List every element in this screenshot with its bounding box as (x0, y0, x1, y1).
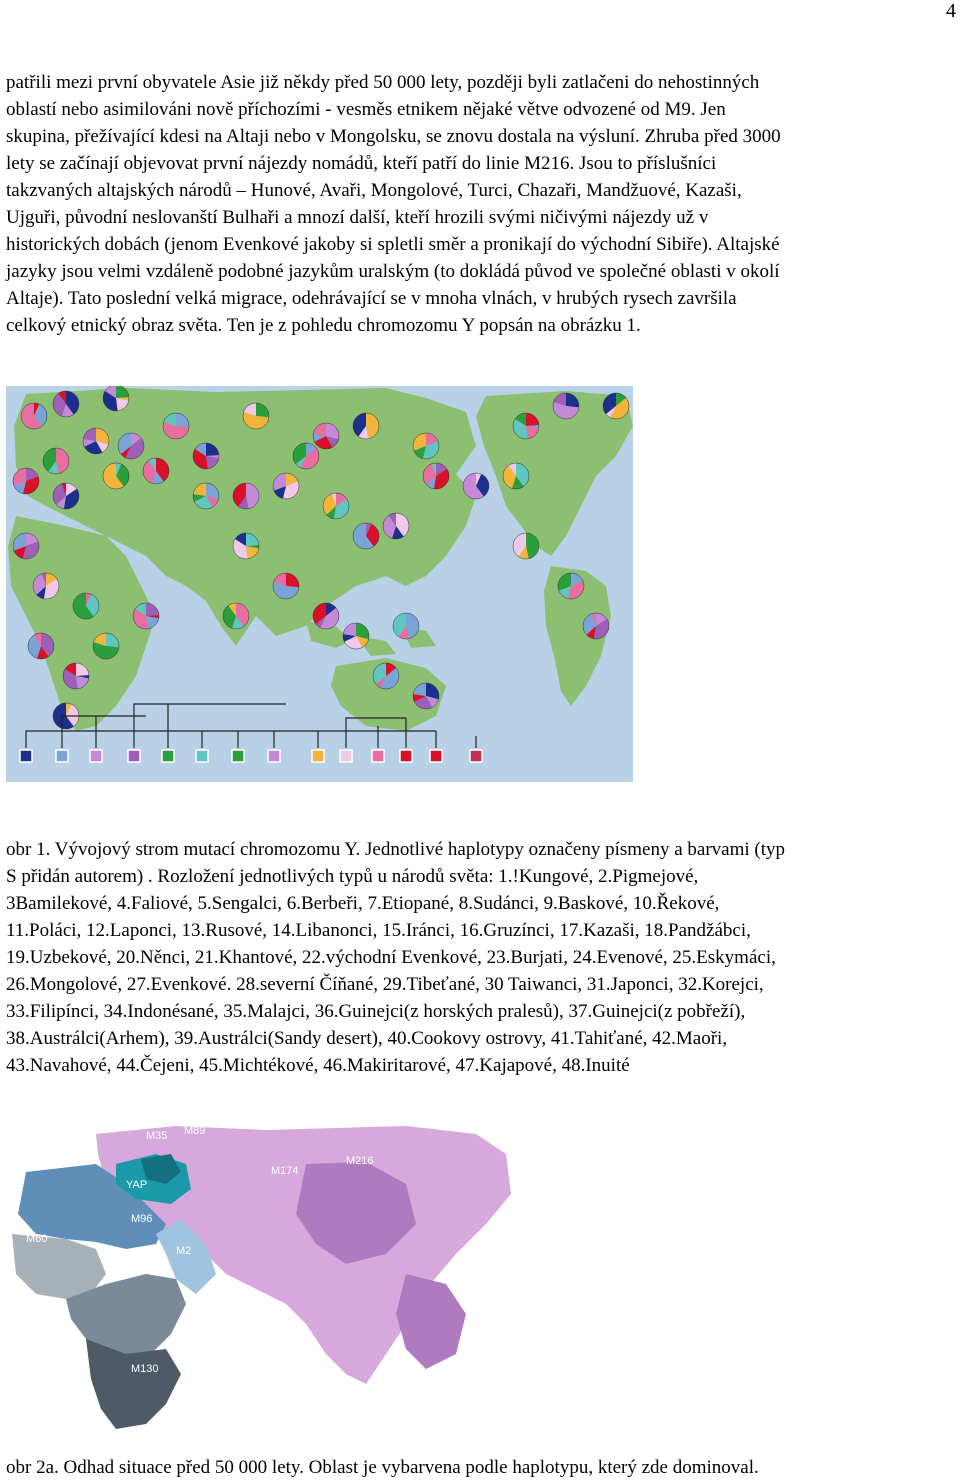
haplotype-label: M35 (146, 1130, 168, 1142)
population-pie (413, 683, 439, 709)
population-pie (223, 603, 249, 629)
legend-swatch (372, 750, 384, 762)
legend-swatch (400, 750, 412, 762)
figure-2-haplotype-map (6, 1124, 512, 1440)
population-pie (413, 433, 439, 459)
legend-swatch (196, 750, 208, 762)
caption-line: S přidán autorem) . Rozložení jednotlivých typů u národů světa: 1.!Kungové, 2.Pigmejové, (6, 866, 699, 887)
haplotype-label: M130 (131, 1363, 159, 1375)
population-pie (13, 468, 39, 494)
population-pie (243, 403, 269, 429)
paragraph-line: historických dobách (jenom Evenkové jakoby si spletli směr a pronikají do východní Sibiře). Altajské (6, 234, 780, 255)
population-pie (273, 473, 299, 499)
population-pie (423, 463, 449, 489)
population-pie (193, 443, 219, 469)
haplotype-label: M2 (176, 1245, 192, 1257)
haplotype-label: YAP (126, 1179, 148, 1191)
haplotype-label: M96 (131, 1213, 153, 1225)
population-pie (373, 663, 399, 689)
population-pie (293, 443, 319, 469)
paragraph-line: celkový etnický obraz světa. Ten je z pohledu chromozomu Y popsán na obrázku 1. (6, 315, 641, 336)
population-pie (343, 623, 369, 649)
population-pie (53, 483, 79, 509)
caption-line: 33.Filipínci, 34.Indonésané, 35.Malajci, 36.Guinejci(z horských pralesů), 37.Guinejci(z pobřeží), (6, 1001, 746, 1022)
population-pie (313, 603, 339, 629)
haplotype-label: M216 (346, 1155, 374, 1167)
population-pie (13, 533, 39, 559)
figure-1-caption (6, 836, 960, 1079)
population-pie (353, 523, 379, 549)
population-pie (63, 663, 89, 689)
population-pie (513, 533, 539, 559)
paragraph-line: lety se začínají objevovat první nájezdy nomádů, kteří patří do linie M216. Jsou to příslušníci (6, 153, 717, 174)
caption-line: 26.Mongolové, 27.Evenkové. 28.severní Číňané, 29.Tibeťané, 30 Taiwanci, 31.Japonci, 32.Korejci, (6, 974, 764, 995)
population-pie (93, 633, 119, 659)
paragraph-line: Ujguři, původní neslovanští Bulhaři a mnozí další, kteří hrozili svými ničivými nájezdy už v (6, 207, 709, 228)
paragraph-line: takzvaných altajských národů – Hunové, Avaři, Mongolové, Turci, Chazaři, Mandžuové, Kazaši, (6, 180, 742, 201)
body-paragraph (6, 69, 954, 339)
population-pie (393, 613, 419, 639)
legend-swatch (312, 750, 324, 762)
legend-swatch (340, 750, 352, 762)
figure-2-caption: obr 2a. Odhad situace před 50 000 lety. Oblast je vybarvena podle haplotypu, který zde dominoval. (6, 1457, 759, 1478)
paragraph-line: oblastí nebo asimilováni nově příchozími - vesměs etnikem nějaké větve odvozené od M9. Jen (6, 99, 726, 120)
population-pie (503, 463, 529, 489)
population-pie (118, 433, 144, 459)
caption-line: 3Bamilekové, 4.Faliové, 5.Sengalci, 6.Berbeři, 7.Etiopané, 8.Sudánci, 9.Baskové, 10.Řekové, (6, 893, 720, 914)
population-pie (313, 423, 339, 449)
haplotype-label: M89 (184, 1125, 206, 1137)
legend-swatch (162, 750, 174, 762)
legend-swatch (56, 750, 68, 762)
population-pie (133, 603, 159, 629)
legend-swatch (128, 750, 140, 762)
population-pie (53, 391, 79, 417)
figure-1-world-map (6, 386, 633, 782)
population-pie (43, 448, 69, 474)
population-pie (143, 458, 169, 484)
legend-swatch (470, 750, 482, 762)
population-pie (233, 533, 259, 559)
population-pie (513, 413, 539, 439)
population-pie (163, 413, 189, 439)
paragraph-line: Altaje). Tato poslední velká migrace, odehrávající se v mnoha vlnách, v hrubých rysech završila (6, 288, 737, 309)
population-pie (558, 573, 584, 599)
population-pie (323, 493, 349, 519)
paragraph-line: skupina, přežívající kdesi na Altaji nebo v Mongolsku, se znovu dostala na výsluní. Zhruba před 3000 (6, 126, 781, 147)
population-pie (233, 483, 259, 509)
population-pie (353, 413, 379, 439)
population-pie (583, 613, 609, 639)
caption-line: 11.Poláci, 12.Laponci, 13.Rusové, 14.Libanonci, 15.Iránci, 16.Gruzínci, 17.Kazaši, 18.Pandžábci, (6, 920, 751, 941)
population-pie (193, 483, 219, 509)
legend-swatch (90, 750, 102, 762)
population-pie (383, 513, 409, 539)
population-pie (73, 593, 99, 619)
population-pie (83, 428, 109, 454)
population-pie (603, 393, 629, 419)
population-pie (103, 386, 129, 411)
caption-line: obr 1. Vývojový strom mutací chromozomu Y. Jednotlivé haplotypy označeny písmeny a barvami (typ (6, 839, 786, 860)
legend-swatch (430, 750, 442, 762)
caption-line: 38.Austrálci(Arhem), 39.Austrálci(Sandy desert), 40.Cookovy ostrovy, 41.Tahiťané, 42.Maoři, (6, 1028, 728, 1049)
haplotype-label: M91 (116, 1255, 138, 1267)
legend-swatch (268, 750, 280, 762)
legend-swatch (20, 750, 32, 762)
population-pie (103, 463, 129, 489)
population-pie (28, 633, 54, 659)
population-pie (553, 393, 579, 419)
page-number: 4 (946, 0, 956, 22)
paragraph-line: patřili mezi první obyvatele Asie již někdy před 50 000 lety, později byli zatlačeni do nehostinných (6, 72, 760, 93)
population-pie (21, 403, 47, 429)
caption-line: 19.Uzbekové, 20.Něnci, 21.Khantové, 22.východní Evenkové, 23.Burjati, 24.Evenové, 25.Eskymáci, (6, 947, 776, 968)
population-pie (273, 573, 299, 599)
paragraph-line: jazyky jsou velmi vzdáleně podobné jazykům uralským (to dokládá původ ve společné oblasti v okolí (6, 261, 780, 282)
caption-line: 43.Navahové, 44.Čejeni, 45.Michtékové, 46.Makiritarové, 47.Kajapové, 48.Inuité (6, 1055, 630, 1076)
haplotype-label: M174 (271, 1165, 299, 1177)
haplotype-label: M60 (26, 1233, 48, 1245)
population-pie (33, 573, 59, 599)
population-pie (463, 473, 489, 499)
legend-swatch (232, 750, 244, 762)
